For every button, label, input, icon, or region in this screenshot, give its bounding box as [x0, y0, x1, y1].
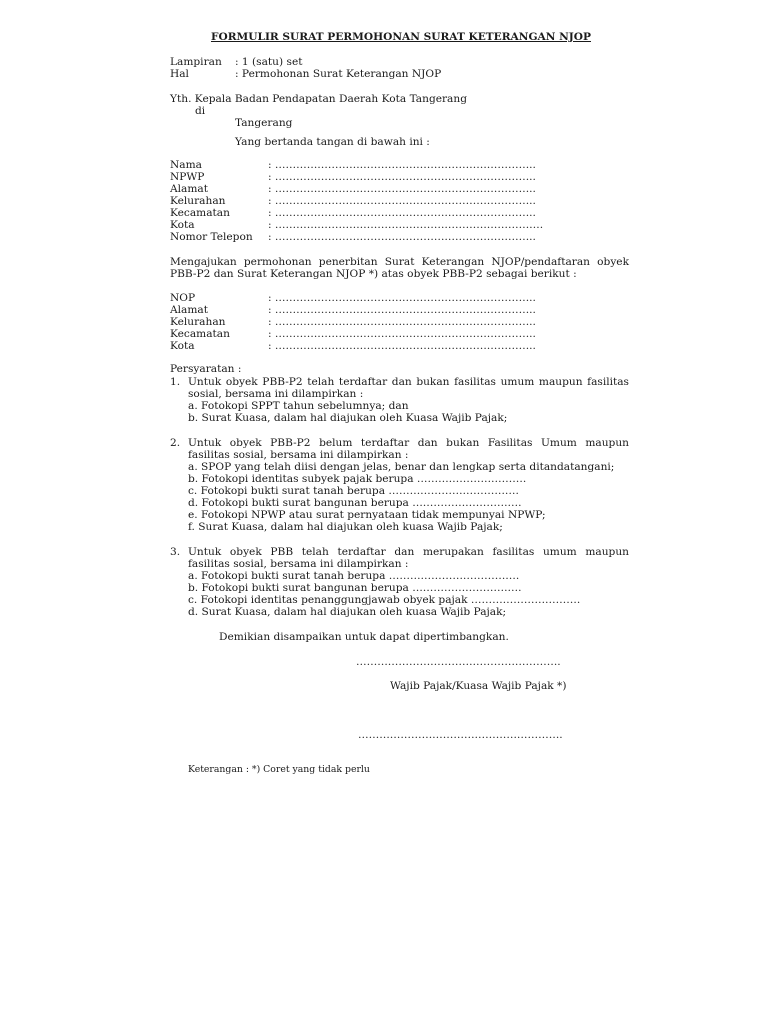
hal-value: : Permohonan Surat Keterangan NJOP — [235, 68, 442, 80]
requirement-line: Untuk obyek PBB-P2 belum terdaftar dan bukan Fasilitas Umum maupun — [188, 437, 629, 449]
field-label: Nama — [170, 159, 202, 171]
field-value: : ……………………………………………………………….. — [268, 292, 536, 304]
intro-text: Yang bertanda tangan di bawah ini : — [235, 136, 430, 148]
field-value: : ……………………………………………………………….. — [268, 159, 536, 171]
field-label: NPWP — [170, 171, 205, 183]
field-value: : …………………………………………………………………. — [268, 219, 544, 231]
footnote: Keterangan : *) Coret yang tidak perlu — [188, 764, 370, 775]
requirement-line: Untuk obyek PBB telah terdaftar dan merupakan fasilitas umum maupun — [188, 546, 629, 558]
requirement-line: fasilitas sosial, bersama ini dilampirkan : — [188, 449, 409, 461]
signature-date-line: …………………………………………………. — [356, 656, 561, 668]
requirement-line: Untuk obyek PBB-P2 telah terdaftar dan bukan fasilitas umum maupun fasilitas — [188, 376, 629, 388]
field-value: : ……………………………………………………………….. — [268, 328, 536, 340]
field-value: : ……………………………………………………………….. — [268, 316, 536, 328]
addressee-di: di — [195, 105, 206, 117]
lampiran-label: Lampiran — [170, 56, 222, 68]
requirement-number: 1. — [170, 376, 181, 388]
request-line-2: PBB-P2 dan Surat Keterangan NJOP *) atas obyek PBB-P2 sebagai berikut : — [170, 268, 577, 280]
field-value: : ……………………………………………………………….. — [268, 340, 536, 352]
lampiran-value: : 1 (satu) set — [235, 56, 303, 68]
requirement-item: f. Surat Kuasa, dalam hal diajukan oleh kuasa Wajib Pajak; — [188, 521, 503, 533]
field-label: Kota — [170, 219, 195, 231]
requirement-line: sosial, bersama ini dilampirkan : — [188, 388, 364, 400]
requirement-number: 2. — [170, 437, 181, 449]
field-label: Kelurahan — [170, 316, 226, 328]
field-value: : ……………………………………………………………….. — [268, 171, 536, 183]
document-title: FORMULIR SURAT PERMOHONAN SURAT KETERANGAN NJOP — [210, 31, 591, 43]
hal-label: Hal — [170, 68, 189, 80]
requirement-line: fasilitas sosial, bersama ini dilampirkan : — [188, 558, 409, 570]
requirement-item: d. Surat Kuasa, dalam hal diajukan oleh kuasa Wajib Pajak; — [188, 606, 507, 618]
requirement-item: b. Fotokopi bukti surat bangunan berupa …………………………. — [188, 582, 522, 594]
field-label: NOP — [170, 292, 196, 304]
requirement-item: d. Fotokopi bukti surat bangunan berupa …………………………. — [188, 497, 522, 509]
addressee-line: Yth. Kepala Badan Pendapatan Daerah Kota Tangerang — [170, 93, 467, 105]
field-value: : ……………………………………………………………….. — [268, 304, 536, 316]
requirement-item: b. Surat Kuasa, dalam hal diajukan oleh Kuasa Wajib Pajak; — [188, 412, 508, 424]
requirement-item: a. Fotokopi SPPT tahun sebelumnya; dan — [188, 400, 409, 412]
requirement-item: b. Fotokopi identitas subyek pajak berupa …………………………. — [188, 473, 527, 485]
requirement-item: c. Fotokopi identitas penanggungjawab obyek pajak …………………………. — [188, 594, 581, 606]
field-label: Alamat — [170, 304, 208, 316]
field-label: Kecamatan — [170, 328, 230, 340]
field-value: : ……………………………………………………………….. — [268, 183, 536, 195]
signature-name-line: …………………………………………………. — [358, 729, 563, 741]
request-line-1: Mengajukan permohonan penerbitan Surat Keterangan NJOP/pendaftaran obyek — [170, 256, 629, 268]
field-label: Nomor Telepon — [170, 231, 253, 243]
requirement-item: e. Fotokopi NPWP atau surat pernyataan tidak mempunyai NPWP; — [188, 509, 546, 521]
field-value: : ……………………………………………………………….. — [268, 195, 536, 207]
field-label: Kelurahan — [170, 195, 226, 207]
requirement-item: a. SPOP yang telah diisi dengan jelas, benar dan lengkap serta ditandatangani; — [188, 461, 615, 473]
signature-role: Wajib Pajak/Kuasa Wajib Pajak *) — [390, 680, 567, 692]
requirement-item: c. Fotokopi bukti surat tanah berupa ………………………………. — [188, 485, 519, 497]
requirement-item: a. Fotokopi bukti surat tanah berupa ………………………………. — [188, 570, 520, 582]
closing-text: Demikian disampaikan untuk dapat dipertimbangkan. — [219, 631, 509, 643]
field-value: : ……………………………………………………………….. — [268, 231, 536, 243]
field-label: Kecamatan — [170, 207, 230, 219]
field-label: Kota — [170, 340, 195, 352]
field-value: : ……………………………………………………………….. — [268, 207, 536, 219]
requirements-heading: Persyaratan : — [170, 363, 242, 375]
requirement-number: 3. — [170, 546, 181, 558]
field-label: Alamat — [170, 183, 208, 195]
addressee-city: Tangerang — [235, 117, 293, 129]
